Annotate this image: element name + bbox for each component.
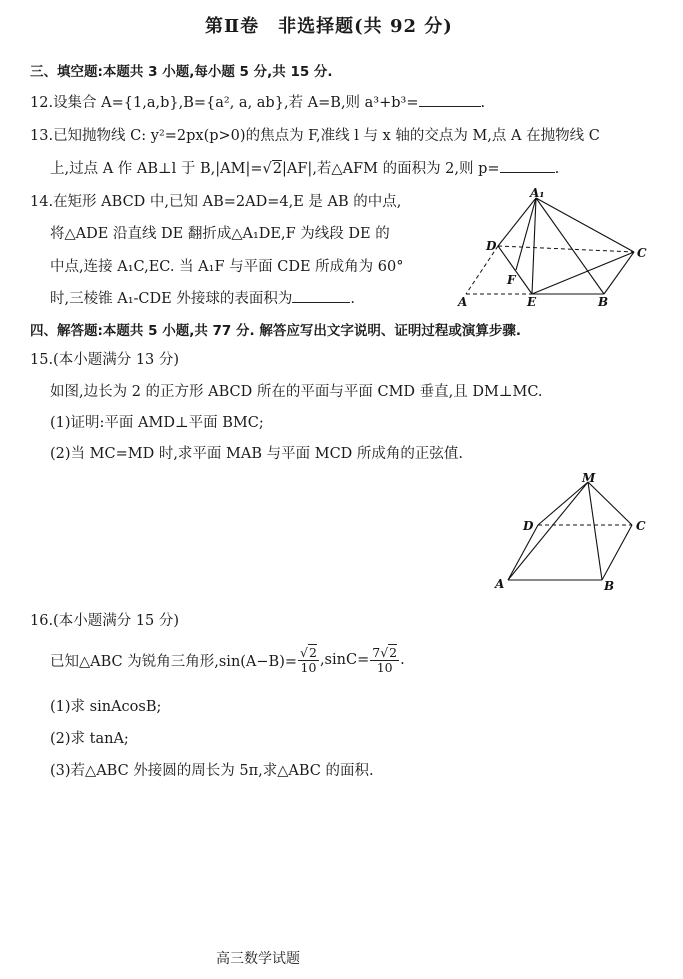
question-end: . xyxy=(554,161,560,177)
page-footer: 高三数学试题 xyxy=(216,951,300,967)
fraction-numerator xyxy=(370,646,399,661)
edge-a1-b xyxy=(536,198,604,294)
question-15-header: 15.(本小题满分 13 分) xyxy=(30,352,180,368)
label-d: D xyxy=(523,519,534,533)
question-number: 13. xyxy=(30,128,54,144)
answer-blank xyxy=(419,94,481,107)
edge-m-c xyxy=(588,482,632,525)
edge-a1-c xyxy=(536,198,634,252)
fraction-sqrt2-over-10 xyxy=(298,646,319,675)
edge-m-d xyxy=(538,482,588,525)
label-c: C xyxy=(636,519,646,533)
label-c: C xyxy=(637,246,647,260)
figure-15-pyramid xyxy=(490,472,660,594)
question-16-part-2: (2)求 tanA; xyxy=(50,731,129,747)
question-14-line-3: 中点,连接 A₁C,EC. 当 A₁F 与平面 CDE 所成角为 60° xyxy=(50,259,404,275)
label-a: A xyxy=(458,295,468,308)
edge-d-c-hidden xyxy=(498,246,634,252)
edge-a1-d xyxy=(498,198,536,246)
question-number: 12. xyxy=(30,95,54,111)
answer-blank xyxy=(500,160,555,173)
edge-m-b xyxy=(588,482,602,580)
question-14-line-4 xyxy=(50,287,355,308)
section-heading-fill-in: 三、填空题:本题共 3 小题,每小题 5 分,共 15 分. xyxy=(30,64,333,80)
edge-b-c xyxy=(602,525,632,580)
sqrt-radicand: 2 xyxy=(389,644,398,660)
question-14-line-2: 将△ADE 沿直线 DE 翻折成△A₁DE,F 为线段 DE 的 xyxy=(50,226,390,242)
page-title: 第Ⅱ卷 非选择题(共 92 分) xyxy=(205,16,453,37)
sqrt-radicand: 2 xyxy=(309,644,317,660)
question-text: ,sinC= xyxy=(319,652,370,668)
question-15-part-2: (2)当 MC=MD 时,求平面 MAB 与平面 MCD 所成角的正弦值. xyxy=(50,446,464,462)
question-text: |AF|,若△AFM 的面积为 2,则 p= xyxy=(282,161,500,177)
question-12 xyxy=(30,91,485,112)
question-end: . xyxy=(350,291,355,307)
question-16-part-3: (3)若△ABC 外接圆的周长为 5π,求△ABC 的面积. xyxy=(50,763,374,779)
question-text: 在矩形 ABCD 中,已知 AB=2AD=4,E 是 AB 的中点, xyxy=(53,194,402,210)
question-text: 时,三棱锥 A₁-CDE 外接球的表面积为 xyxy=(50,291,293,307)
question-16-header: 16.(本小题满分 15 分) xyxy=(30,613,180,629)
question-13-line-2 xyxy=(50,157,559,178)
label-b: B xyxy=(604,579,615,593)
sqrt-radicand: 2 xyxy=(272,161,283,177)
sqrt-symbol: √ xyxy=(300,644,308,660)
edge-m-a xyxy=(508,482,588,580)
fraction-denominator: 10 xyxy=(376,659,393,675)
label-m: M xyxy=(582,472,596,485)
fraction-numerator xyxy=(298,646,319,661)
coefficient: 7 xyxy=(372,644,381,660)
fraction-denominator: 10 xyxy=(300,659,317,675)
question-15-part-1: (1)证明:平面 AMD⊥平面 BMC; xyxy=(50,415,264,431)
question-14-line-1 xyxy=(30,190,401,211)
question-16-part-1: (1)求 sinAcosB; xyxy=(50,699,162,715)
question-end: . xyxy=(400,652,405,668)
question-text: 设集合 A={1,a,b},B={a², a, ab},若 A=B,则 a³+b³= xyxy=(53,95,419,111)
label-f: F xyxy=(507,273,516,287)
label-a1: A₁ xyxy=(530,186,545,200)
fraction-7sqrt2-over-10 xyxy=(370,646,399,675)
question-text: 上,过点 A 作 AB⊥l 于 B,|AM|= xyxy=(50,161,263,177)
label-e: E xyxy=(527,295,537,308)
figure-14-folded-pyramid xyxy=(456,186,652,308)
sqrt-symbol: √ xyxy=(262,161,272,177)
label-a: A xyxy=(495,577,505,591)
label-b: B xyxy=(598,295,609,308)
answer-blank xyxy=(292,290,350,303)
label-d: D xyxy=(486,239,497,253)
sqrt-symbol: √ xyxy=(380,644,389,660)
question-text: 已知抛物线 C: y²=2px(p>0)的焦点为 F,准线 l 与 x 轴的交点为 M,点 A 在抛物线 C xyxy=(53,128,600,144)
question-15-stem: 如图,边长为 2 的正方形 ABCD 所在的平面与平面 CMD 垂直,且 DM⊥MC. xyxy=(50,384,543,400)
question-13-line-1 xyxy=(30,124,600,145)
question-number: 14. xyxy=(30,194,54,210)
question-end: . xyxy=(480,95,486,111)
edge-d-a-hidden xyxy=(466,246,498,294)
question-text: 已知△ABC 为锐角三角形,sin(A−B)= xyxy=(50,653,298,670)
edge-d-a xyxy=(508,525,538,580)
question-16-stem xyxy=(50,642,405,678)
edge-a1-e xyxy=(532,198,536,294)
section-heading-solutions: 四、解答题:本题共 5 小题,共 77 分. 解答应写出文字说明、证明过程或演算步骤. xyxy=(30,323,521,339)
